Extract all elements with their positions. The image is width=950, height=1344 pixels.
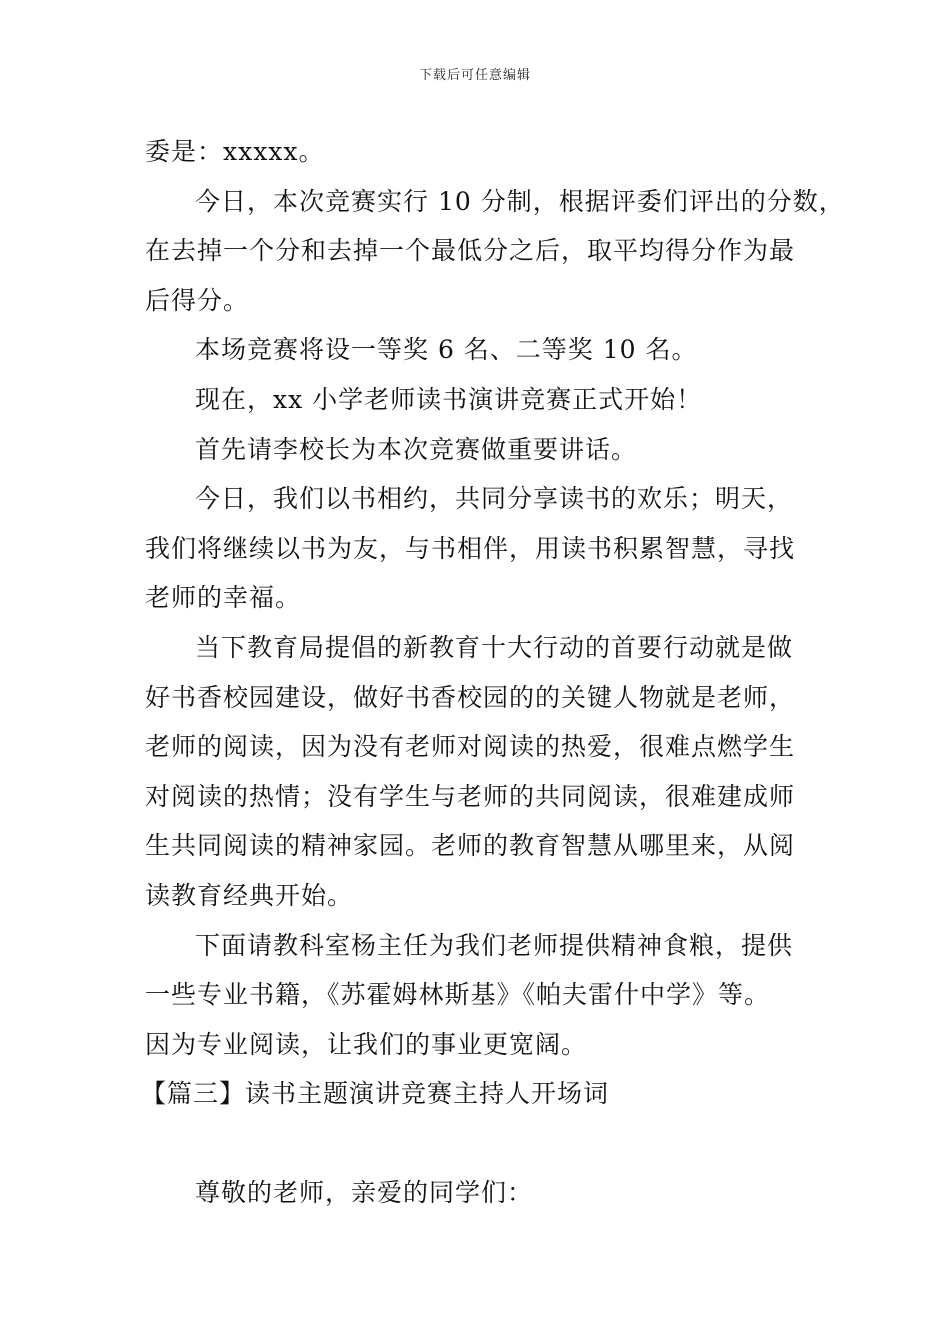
document-body	[141, 127, 845, 1218]
paragraph-line: 一些专业书籍，《苏霍姆林斯基》《帕夫雷什中学》等。	[145, 980, 771, 1010]
paragraph-line: 因为专业阅读，让我们的事业更宽阔。	[145, 1029, 588, 1059]
paragraph-line: 本场竞赛将设一等奖 6 名、二等奖 10 名。	[195, 335, 698, 365]
paragraph-line: 下面请教科室杨主任为我们老师提供精神食粮，提供	[195, 930, 794, 960]
paragraph-line: 当下教育局提倡的新教育十大行动的首要行动就是做	[195, 632, 794, 662]
paragraph-line: 好书香校园建设，做好书香校园的的关键人物就是老师，	[145, 682, 796, 712]
paragraph-line: 现在，xx 小学老师读书演讲竞赛正式开始！	[195, 384, 703, 414]
paragraph-line: 首先请李校长为本次竞赛做重要讲话。	[195, 434, 638, 464]
section-heading: 【篇三】读书主题演讲竞赛主持人开场词	[141, 1079, 610, 1109]
paragraph-line: 委是：xxxxx。	[145, 137, 325, 166]
paragraph-line: 老师的幸福。	[145, 583, 302, 613]
page-header: 下载后可任意编辑	[418, 68, 531, 83]
paragraph-line: 我们将继续以书为友，与书相伴，用读书积累智慧，寻找	[145, 533, 796, 563]
paragraph-line: 今日，本次竞赛实行 10 分制，根据评委们评出的分数，	[195, 186, 845, 216]
paragraph-line: 今日，我们以书相约，共同分享读书的欢乐；明天，	[195, 484, 794, 514]
paragraph-line: 读教育经典开始。	[145, 880, 354, 910]
paragraph-line: 老师的阅读，因为没有老师对阅读的热爱，很难点燃学生	[145, 732, 796, 762]
paragraph-line: 后得分。	[145, 285, 250, 315]
paragraph-line: 对阅读的热情；没有学生与老师的共同阅读，很难建成师	[145, 781, 796, 811]
greeting-line: 尊敬的老师，亲爱的同学们：	[195, 1178, 534, 1208]
blank-line	[145, 1119, 825, 1169]
paragraph-line: 生共同阅读的精神家园。老师的教育智慧从哪里来，从阅	[145, 831, 796, 861]
paragraph-line: 在去掉一个分和去掉一个最低分之后，取平均得分作为最	[145, 236, 796, 266]
